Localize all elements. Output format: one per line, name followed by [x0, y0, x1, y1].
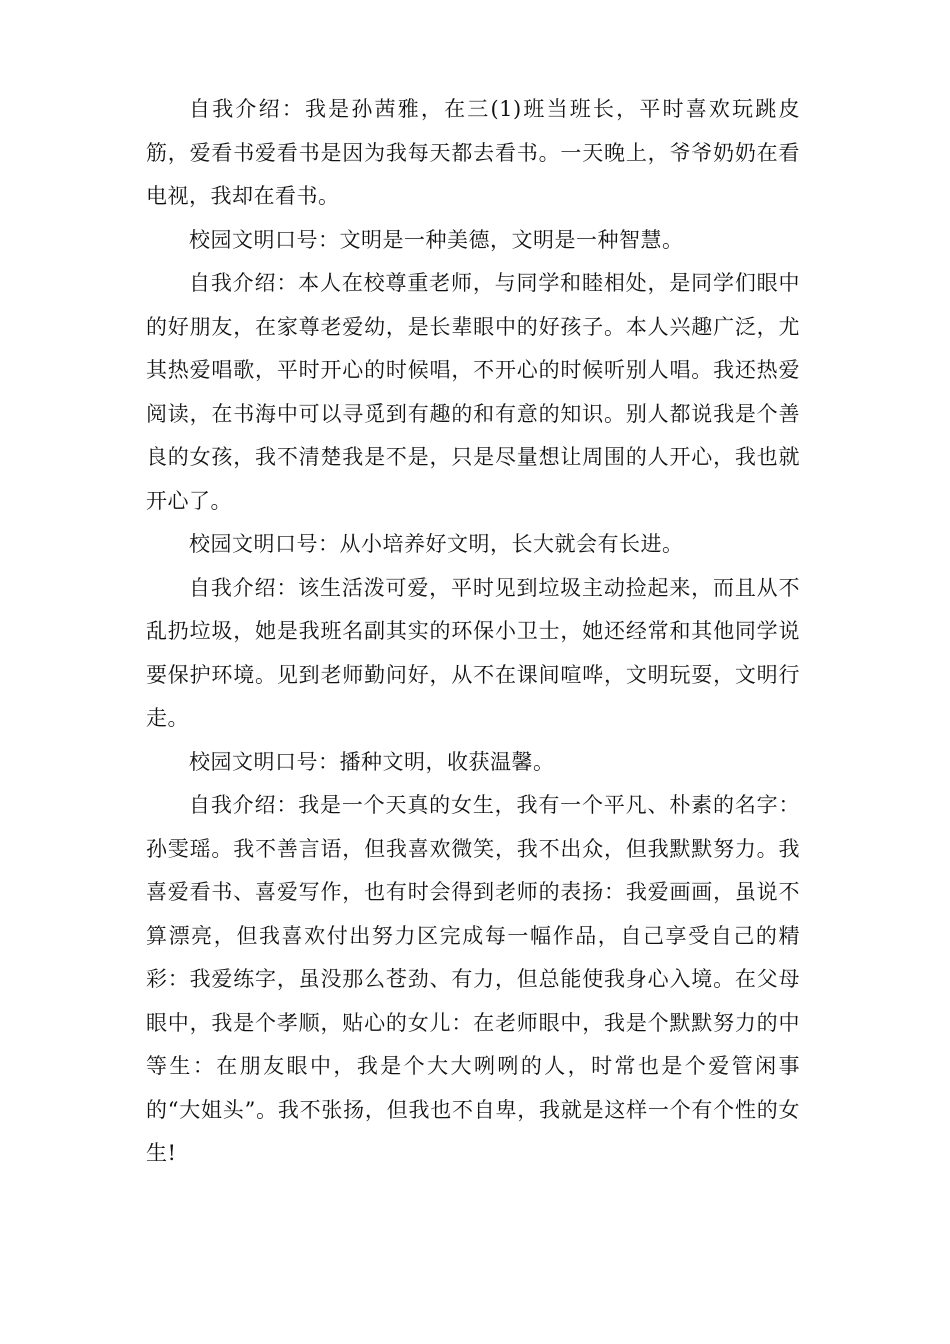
- document-body: [146, 88, 800, 1176]
- paragraph-intro-3: 自我介绍：该生活泼可爱，平时见到垃圾主动捡起来，而且从不乱扔垃圾，她是我班名副其实的环保小卫士，她还经常和其他同学说要保护环境。见到老师勤问好，从不在课间喧哗，文明玩耍，文明行走。: [146, 575, 800, 730]
- paragraph-intro-2: 自我介绍：本人在校尊重老师，与同学和睦相处，是同学们眼中的好朋友，在家尊老爱幼，是长辈眼中的好孩子。本人兴趣广泛，尤其热爱唱歌，平时开心的时候唱，不开心的时候听别人唱。我还热爱阅读，在书海中可以寻觅到有趣的和有意的知识。别人都说我是个善良的女孩，我不清楚我是不是，只是尽量想让周围的人开心，我也就开心了。: [146, 271, 800, 513]
- paragraph-slogan-2: 校园文明口号：从小培养好文明，长大就会有长进。: [189, 532, 684, 556]
- paragraph-intro-4: 自我介绍：我是一个天真的女生，我有一个平凡、朴素的名字：孙雯瑶。我不善言语，但我喜欢微笑，我不出众，但我默默努力。我喜爱看书、喜爱写作，也有时会得到老师的表扬：我爱画画，虽说不算漂亮，但我喜欢付出努力区完成每一幅作品，自己享受自己的精彩：我爱练字，虽没那么苍劲、有力，但总能使我身心入境。在父母眼中，我是个孝顺，贴心的女儿：在老师眼中，我是个默默努力的中等生：在朋友眼中，我是个大大咧咧的人，时常也是个爱管闲事的“大姐头”。我不张扬，但我也不自卑，我就是这样一个有个性的女生!: [146, 793, 800, 1165]
- paragraph-slogan-1: 校园文明口号：文明是一种美德，文明是一种智慧。: [189, 227, 684, 252]
- paragraph-slogan-3: 校园文明口号：播种文明，收获温馨。: [189, 749, 555, 774]
- paragraph-intro-1: 自我介绍：我是孙茜雅，在三(1)班当班长，平时喜欢玩跳皮筋，爱看书爱看书是因为我每天都去看书。一天晚上，爷爷奶奶在看电视，我却在看书。: [146, 97, 800, 208]
